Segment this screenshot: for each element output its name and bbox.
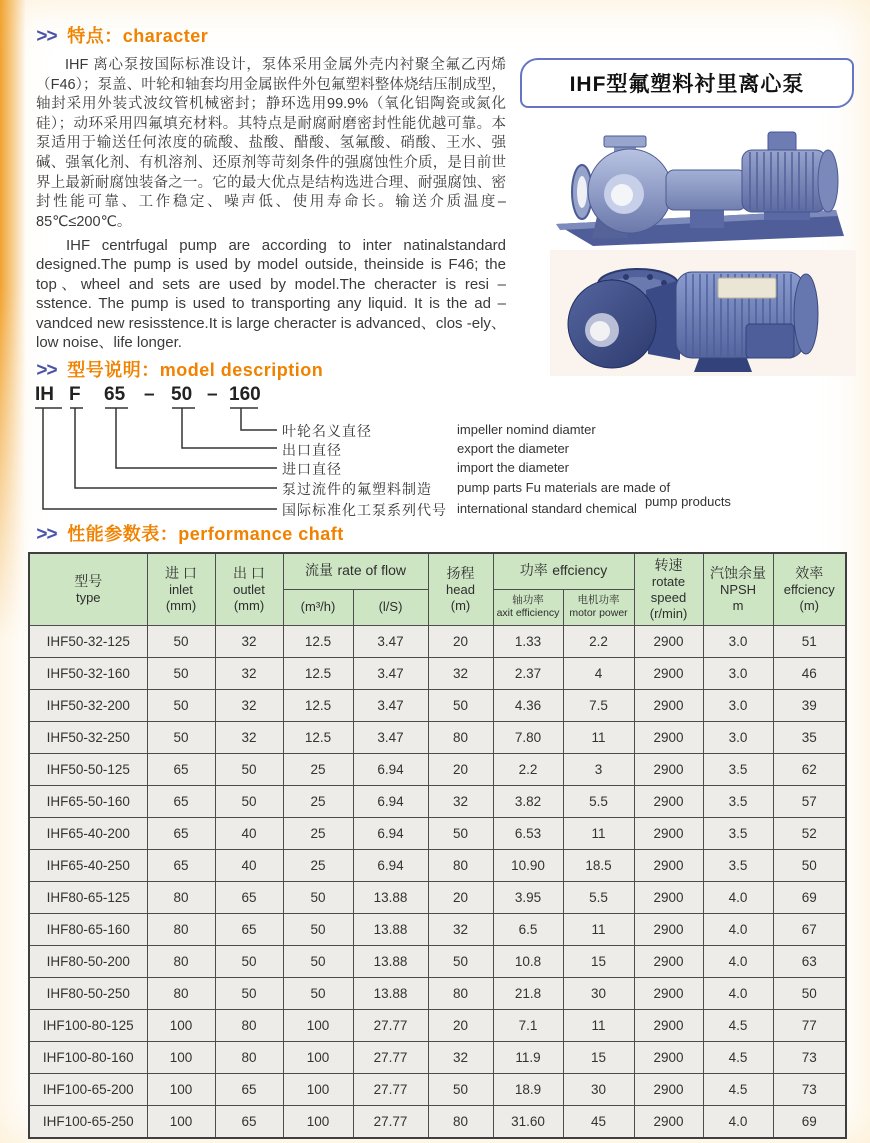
value-cell: 2900 (634, 945, 703, 977)
value-cell: 3.47 (353, 625, 428, 657)
value-cell: 2900 (634, 1105, 703, 1138)
value-cell: 30 (563, 1073, 634, 1105)
value-cell: 27.77 (353, 1105, 428, 1138)
section-title-character (36, 22, 208, 48)
header-label: inlet (169, 581, 193, 597)
model-label-en-part1: international standard chemical (457, 501, 637, 516)
pump-photo-2 (550, 250, 856, 376)
value-cell: 100 (147, 1105, 215, 1138)
value-cell: 21.8 (493, 977, 563, 1009)
value-cell: 13.88 (353, 945, 428, 977)
value-cell: 27.77 (353, 1073, 428, 1105)
value-cell: 32 (215, 657, 283, 689)
value-cell: 3.5 (703, 753, 773, 785)
value-cell: 100 (147, 1041, 215, 1073)
value-cell: 46 (773, 657, 846, 689)
value-cell: 3.82 (493, 785, 563, 817)
model-cell: IHF50-32-200 (29, 689, 147, 721)
value-cell: 27.77 (353, 1041, 428, 1073)
table-row (29, 945, 846, 977)
value-cell: 6.94 (353, 785, 428, 817)
section-title-text: 特点：character (67, 26, 209, 46)
value-cell: 2900 (634, 1073, 703, 1105)
value-cell: 2900 (634, 689, 703, 721)
value-cell: 13.88 (353, 881, 428, 913)
value-cell: 65 (147, 849, 215, 881)
value-cell: 25 (283, 817, 353, 849)
model-label-zh: 泵过流件的氟塑料制造 (282, 481, 432, 497)
value-cell: 65 (147, 753, 215, 785)
header-label: 转速 (654, 556, 683, 573)
header-unit: m (732, 597, 744, 613)
model-cell: IHF80-50-250 (29, 977, 147, 1009)
value-cell: 13.88 (353, 977, 428, 1009)
model-code-token: – (207, 384, 218, 405)
model-code-token: – (144, 384, 155, 405)
table-row (29, 1041, 846, 1073)
model-code-token: 160 (229, 384, 261, 405)
header-unit: (r/min) (649, 605, 688, 621)
value-cell: 4.0 (703, 977, 773, 1009)
value-cell: 25 (283, 849, 353, 881)
table-row (29, 721, 846, 753)
value-cell: 4.0 (703, 1105, 773, 1138)
value-cell: 3.0 (703, 625, 773, 657)
model-cell: IHF100-65-250 (29, 1105, 147, 1138)
value-cell: 4.36 (493, 689, 563, 721)
col-header-flow-m3h (283, 589, 353, 625)
page-edge-gradient (0, 0, 26, 640)
value-cell: 67 (773, 913, 846, 945)
value-cell: 45 (563, 1105, 634, 1138)
value-cell: 32 (215, 721, 283, 753)
table-row (29, 657, 846, 689)
value-cell: 3.47 (353, 689, 428, 721)
value-cell: 50 (773, 977, 846, 1009)
table-row (29, 849, 846, 881)
model-cell: IHF100-80-160 (29, 1041, 147, 1073)
model-connector-lines (28, 404, 288, 516)
value-cell: 50 (147, 657, 215, 689)
value-cell: 80 (147, 945, 215, 977)
col-header-shaft-power (493, 589, 563, 625)
value-cell: 2900 (634, 753, 703, 785)
header-label: rate of flow (337, 562, 406, 579)
value-cell: 2900 (634, 1041, 703, 1073)
header-label: 汽蚀余量 (710, 564, 767, 581)
value-cell: 5.5 (563, 881, 634, 913)
value-cell: 3.47 (353, 657, 428, 689)
value-cell: 3.0 (703, 689, 773, 721)
value-cell: 65 (147, 785, 215, 817)
value-cell: 18.9 (493, 1073, 563, 1105)
value-cell: 2900 (634, 1009, 703, 1041)
header-label: axit efficiency (496, 607, 560, 619)
value-cell: 11 (563, 817, 634, 849)
value-cell: 3.0 (703, 657, 773, 689)
value-cell: 2900 (634, 817, 703, 849)
model-label-zh: 进口直径 (282, 461, 342, 477)
value-cell: 52 (773, 817, 846, 849)
value-cell: 65 (215, 913, 283, 945)
value-cell: 32 (428, 785, 493, 817)
value-cell: 50 (283, 945, 353, 977)
col-header-head (428, 553, 493, 625)
value-cell: 80 (215, 1041, 283, 1073)
table-row (29, 625, 846, 657)
value-cell: 3.5 (703, 785, 773, 817)
section-title-text: 性能参数表：performance chaft (67, 524, 344, 544)
value-cell: 2.2 (493, 753, 563, 785)
value-cell: 20 (428, 753, 493, 785)
character-paragraph-en: IHF centrfugal pump are according to inter natinalstandard designed.The pump is used by model outside, theinside is F46; the top、wheel and sets are used by model.The cheracter is resi –sstence. The pump is used to transporting any liquid. It is the ad –vandced new resisstence.It is large cheracter is advanced、clos -ely、low noise、life longer. (36, 237, 506, 352)
value-cell: 50 (147, 625, 215, 657)
section-title-performance (36, 520, 344, 546)
value-cell: 10.90 (493, 849, 563, 881)
value-cell: 32 (215, 689, 283, 721)
value-cell: 100 (283, 1073, 353, 1105)
value-cell: 6.94 (353, 753, 428, 785)
value-cell: 18.5 (563, 849, 634, 881)
value-cell: 12.5 (283, 721, 353, 753)
model-cell: IHF50-32-160 (29, 657, 147, 689)
header-label: head (446, 581, 475, 597)
model-cell: IHF65-40-200 (29, 817, 147, 849)
value-cell: 6.53 (493, 817, 563, 849)
value-cell: 4.0 (703, 945, 773, 977)
header-label: 型号 (74, 572, 103, 589)
model-code-token: F (69, 384, 81, 405)
value-cell: 40 (215, 817, 283, 849)
value-cell: 12.5 (283, 657, 353, 689)
value-cell: 6.94 (353, 849, 428, 881)
value-cell: 50 (428, 689, 493, 721)
header-label: 流量 (305, 562, 334, 579)
value-cell: 63 (773, 945, 846, 977)
value-cell: 32 (215, 625, 283, 657)
model-code-token: IH (35, 384, 54, 405)
value-cell: 57 (773, 785, 846, 817)
character-paragraph-zh: IHF 离心泵按国际标准设计，泵体采用金属外壳内衬聚全氟乙丙烯（F46）；泵盖、叶轮和轴套均用金属嵌件外包氟塑料整体烧结压制成型，轴封采用外装式波纹管机械密封；静环选用99.9%（氧化铝陶瓷或氮化硅）；动环采用四氟填充材料。其特点是耐腐耐磨密封性能优越可靠。本泵适用于输送任何浓度的硫酸、盐酸、醋酸、氢氟酸、硝酸、王水、强碱、强氧化剂、有机溶剂、还原剂等苛刻条件的强腐蚀性介质，是目前世界上最新耐腐蚀装备之一。它的最大优点是结构选进合理、耐强腐蚀、密封性能可靠、工作稳定、噪声低、使用寿命长。输送介质温度–85℃≤200℃。 (36, 57, 506, 230)
value-cell: 2900 (634, 881, 703, 913)
performance-table (28, 552, 847, 1139)
col-header-motor-power (563, 589, 634, 625)
value-cell: 2900 (634, 913, 703, 945)
product-title-box (520, 58, 854, 108)
value-cell: 3 (563, 753, 634, 785)
model-cell: IHF50-32-250 (29, 721, 147, 753)
value-cell: 100 (147, 1009, 215, 1041)
model-cell: IHF80-65-160 (29, 913, 147, 945)
value-cell: 5.5 (563, 785, 634, 817)
header-label: effciency (783, 581, 835, 597)
section-title-model (36, 356, 323, 382)
value-cell: 6.94 (353, 817, 428, 849)
table-row (29, 753, 846, 785)
header-label: NPSH (719, 581, 757, 597)
value-cell: 2900 (634, 849, 703, 881)
value-cell: 80 (428, 721, 493, 753)
performance-table-body (29, 625, 846, 1138)
model-code-token: 50 (171, 384, 193, 405)
value-cell: 100 (283, 1041, 353, 1073)
value-cell: 80 (215, 1009, 283, 1041)
value-cell: 2900 (634, 625, 703, 657)
value-cell: 51 (773, 625, 846, 657)
value-cell: 20 (428, 1009, 493, 1041)
value-cell: 15 (563, 945, 634, 977)
value-cell: 100 (147, 1073, 215, 1105)
value-cell: 20 (428, 881, 493, 913)
model-cell: IHF65-50-160 (29, 785, 147, 817)
chevron-marker-icon: >> (36, 26, 57, 47)
table-row (29, 913, 846, 945)
header-label: 扬程 (446, 564, 475, 581)
value-cell: 65 (215, 881, 283, 913)
col-header-type (29, 553, 147, 625)
value-cell: 73 (773, 1041, 846, 1073)
col-header-flow (283, 553, 428, 589)
header-label: outlet (233, 581, 265, 597)
value-cell: 10.8 (493, 945, 563, 977)
value-cell: 39 (773, 689, 846, 721)
value-cell: 50 (215, 945, 283, 977)
header-unit: (mm) (165, 597, 197, 613)
value-cell: 77 (773, 1009, 846, 1041)
value-cell: 80 (428, 977, 493, 1009)
table-row (29, 785, 846, 817)
value-cell: 50 (147, 689, 215, 721)
value-cell: 4.0 (703, 881, 773, 913)
value-cell: 2900 (634, 977, 703, 1009)
header-unit: (l/S) (378, 599, 403, 614)
value-cell: 32 (428, 657, 493, 689)
value-cell: 50 (215, 753, 283, 785)
value-cell: 4.5 (703, 1073, 773, 1105)
value-cell: 6.5 (493, 913, 563, 945)
value-cell: 50 (428, 817, 493, 849)
model-label-en (457, 494, 731, 516)
value-cell: 50 (283, 977, 353, 1009)
value-cell: 7.5 (563, 689, 634, 721)
table-row (29, 977, 846, 1009)
value-cell: 4.0 (703, 913, 773, 945)
table-row (29, 1073, 846, 1105)
value-cell: 12.5 (283, 689, 353, 721)
header-label: motor power (569, 607, 628, 619)
value-cell: 100 (283, 1009, 353, 1041)
header-label: rotate speed (650, 573, 687, 605)
header-unit: (m³/h) (300, 599, 336, 614)
col-header-efficiency (773, 553, 846, 625)
product-title: IHF型氟塑料衬里离心泵 (569, 73, 805, 96)
value-cell: 3.0 (703, 721, 773, 753)
value-cell: 73 (773, 1073, 846, 1105)
value-cell: 80 (428, 849, 493, 881)
value-cell: 80 (428, 1105, 493, 1138)
value-cell: 4 (563, 657, 634, 689)
value-cell: 11 (563, 721, 634, 753)
model-cell: IHF80-65-125 (29, 881, 147, 913)
model-cell: IHF100-65-200 (29, 1073, 147, 1105)
col-header-inlet (147, 553, 215, 625)
value-cell: 12.5 (283, 625, 353, 657)
model-cell: IHF50-50-125 (29, 753, 147, 785)
value-cell: 50 (773, 849, 846, 881)
value-cell: 50 (283, 881, 353, 913)
value-cell: 3.95 (493, 881, 563, 913)
model-cell: IHF100-80-125 (29, 1009, 147, 1041)
value-cell: 80 (147, 977, 215, 1009)
value-cell: 80 (147, 881, 215, 913)
col-header-flow-ls (353, 589, 428, 625)
value-cell: 50 (215, 977, 283, 1009)
model-label-en: export the diameter (457, 441, 570, 456)
value-cell: 50 (215, 785, 283, 817)
value-cell: 11 (563, 913, 634, 945)
header-label: effciency (552, 562, 608, 579)
value-cell: 65 (215, 1105, 283, 1138)
value-cell: 4.5 (703, 1009, 773, 1041)
model-cell: IHF80-50-200 (29, 945, 147, 977)
chevron-marker-icon: >> (36, 360, 57, 381)
value-cell: 11.9 (493, 1041, 563, 1073)
value-cell: 2900 (634, 721, 703, 753)
col-header-outlet (215, 553, 283, 625)
header-label: 进 口 (165, 564, 197, 581)
header-label: type (75, 589, 101, 605)
col-header-npsh (703, 553, 773, 625)
value-cell: 80 (147, 913, 215, 945)
value-cell: 35 (773, 721, 846, 753)
section-title-text: 型号说明：model description (67, 360, 324, 380)
value-cell: 25 (283, 785, 353, 817)
model-label-zh: 出口直径 (282, 442, 342, 458)
value-cell: 2900 (634, 657, 703, 689)
value-cell: 32 (428, 913, 493, 945)
value-cell: 2.2 (563, 625, 634, 657)
model-label-en: pump parts Fu materials are made of (457, 480, 671, 495)
model-label-en-part2: pump products (644, 494, 731, 509)
value-cell: 30 (563, 977, 634, 1009)
model-label-zh: 国际标准化工泵系列代号 (282, 502, 447, 518)
model-label-zh: 叶轮名义直径 (282, 423, 372, 439)
value-cell: 100 (283, 1105, 353, 1138)
header-label: 电机功率 (577, 594, 620, 606)
value-cell: 3.5 (703, 817, 773, 849)
value-cell: 27.77 (353, 1009, 428, 1041)
chevron-marker-icon: >> (36, 524, 57, 545)
value-cell: 50 (428, 945, 493, 977)
value-cell: 50 (428, 1073, 493, 1105)
table-row (29, 817, 846, 849)
value-cell: 69 (773, 881, 846, 913)
table-row (29, 1009, 846, 1041)
value-cell: 4.5 (703, 1041, 773, 1073)
header-label: 功率 (519, 562, 548, 579)
value-cell: 1.33 (493, 625, 563, 657)
value-cell: 65 (147, 817, 215, 849)
value-cell: 32 (428, 1041, 493, 1073)
table-row (29, 1105, 846, 1138)
value-cell: 3.47 (353, 721, 428, 753)
table-row (29, 689, 846, 721)
value-cell: 20 (428, 625, 493, 657)
pump-photo-1 (538, 112, 856, 252)
table-row (29, 881, 846, 913)
model-cell: IHF65-40-250 (29, 849, 147, 881)
value-cell: 62 (773, 753, 846, 785)
header-unit: (mm) (233, 597, 265, 613)
value-cell: 40 (215, 849, 283, 881)
value-cell: 31.60 (493, 1105, 563, 1138)
value-cell: 25 (283, 753, 353, 785)
value-cell: 3.5 (703, 849, 773, 881)
value-cell: 7.1 (493, 1009, 563, 1041)
header-label: 出 口 (233, 564, 265, 581)
value-cell: 11 (563, 1009, 634, 1041)
col-header-power (493, 553, 634, 589)
value-cell: 2900 (634, 785, 703, 817)
value-cell: 7.80 (493, 721, 563, 753)
value-cell: 69 (773, 1105, 846, 1138)
value-cell: 65 (215, 1073, 283, 1105)
model-cell: IHF50-32-125 (29, 625, 147, 657)
value-cell: 50 (147, 721, 215, 753)
header-unit: (m) (450, 597, 471, 613)
model-code-token: 65 (104, 384, 126, 405)
model-label-en: import the diameter (457, 460, 569, 475)
header-unit: (m) (799, 597, 820, 613)
value-cell: 2.37 (493, 657, 563, 689)
model-label-en: impeller nomind diamter (457, 422, 596, 437)
header-label: 效率 (795, 564, 824, 581)
header-label: 轴功率 (512, 594, 544, 606)
value-cell: 13.88 (353, 913, 428, 945)
value-cell: 15 (563, 1041, 634, 1073)
value-cell: 50 (283, 913, 353, 945)
col-header-speed (634, 553, 703, 625)
